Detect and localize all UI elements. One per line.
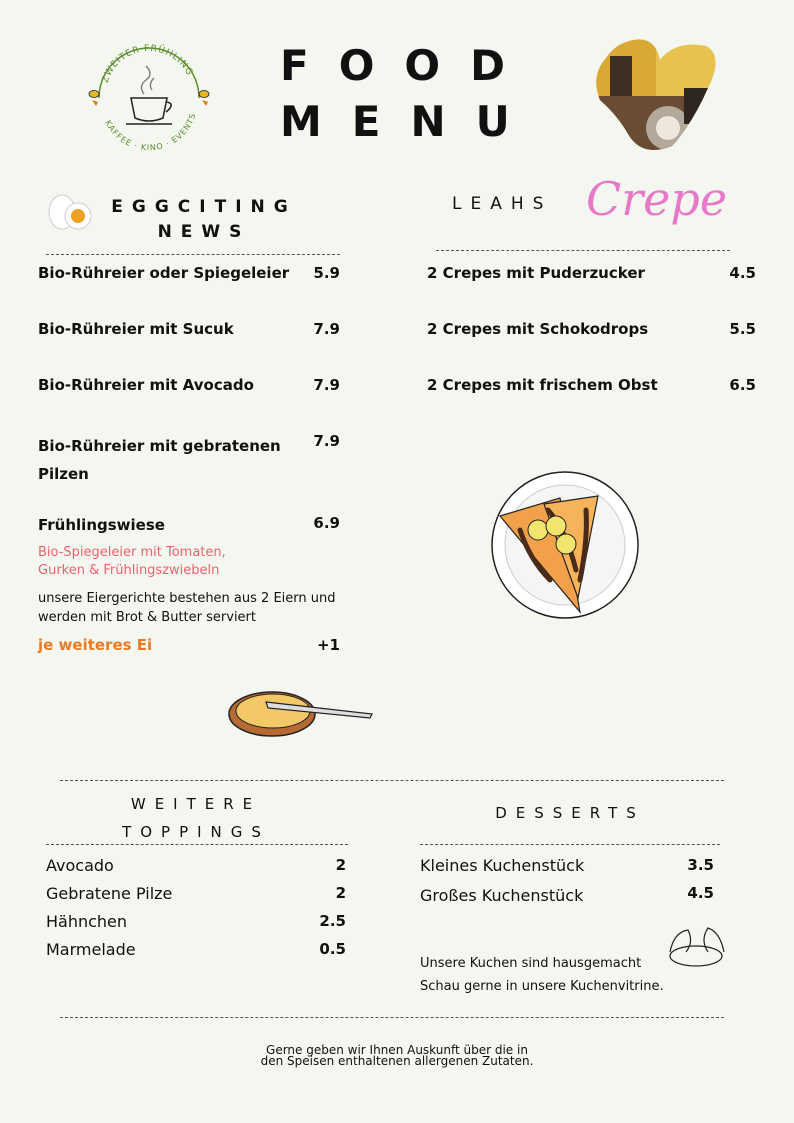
topping-item-price: 2 — [335, 884, 346, 902]
topping-item-name: Marmelade — [46, 940, 136, 959]
topping-item-name: Gebratene Pilze — [46, 884, 173, 903]
egg-item-name: Bio-Rühreier oder Spiegeleier — [38, 264, 290, 282]
extra-egg-name: je weiteres Ei — [38, 636, 153, 654]
baking-hands-icon — [664, 922, 730, 974]
divider — [436, 250, 730, 251]
title-line-menu: MENU — [280, 97, 540, 146]
egg-icon — [44, 190, 96, 238]
divider — [46, 254, 340, 255]
dessert-item-name: Großes Kuchenstück — [420, 886, 584, 905]
eggs-title-line1: EGGCITING — [111, 197, 297, 217]
eggs-note-line2: werden mit Brot & Butter serviert — [38, 610, 256, 625]
egg-item-price: 7.9 — [313, 432, 340, 450]
eggs-title-line2: NEWS — [157, 222, 251, 242]
egg-item-name-line1: Bio-Rühreier mit gebratenen — [38, 437, 281, 455]
divider — [60, 1017, 724, 1018]
egg-item-name: Bio-Rühreier mit Sucuk — [38, 320, 234, 338]
divider — [420, 844, 720, 845]
topping-item-name: Hähnchen — [46, 912, 128, 931]
egg-item-name: Bio-Rühreier mit Avocado — [38, 376, 254, 394]
logo-arc-top: ZWEITER FRÜHLING — [100, 43, 195, 85]
egg-item-name — [38, 432, 281, 488]
eggs-note — [38, 589, 335, 627]
egg-item-description — [38, 544, 226, 580]
logo-arc-bottom: KAFFEE · KINO · EVENTS — [103, 111, 198, 153]
topping-item-price: 0.5 — [319, 940, 346, 958]
toppings-title-line1: WEITERE — [130, 795, 262, 813]
egg-item-price: 5.9 — [313, 264, 340, 282]
egg-item-desc-line1: Bio-Spiegeleier mit Tomaten, — [38, 545, 226, 560]
dessert-item-price: 4.5 — [687, 884, 714, 902]
dessert-item-price: 3.5 — [687, 856, 714, 874]
crepe-item-price: 4.5 — [729, 264, 756, 282]
logo — [84, 28, 214, 158]
crepe-item-name: 2 Crepes mit frischem Obst — [427, 376, 658, 394]
desserts-note — [420, 952, 664, 998]
extra-egg-price: +1 — [316, 636, 340, 654]
cafe-photo — [596, 36, 724, 154]
footer-line1: Gerne geben wir Ihnen Auskunft über die in — [266, 1043, 528, 1057]
egg-item-price: 7.9 — [313, 376, 340, 394]
topping-item-name: Avocado — [46, 856, 114, 875]
dessert-item-name: Kleines Kuchenstück — [420, 856, 585, 875]
egg-item-name: Frühlingswiese — [38, 516, 165, 534]
logo-badge — [84, 28, 214, 158]
toppings-title-line2: TOPPINGS — [122, 823, 270, 841]
allergen-footer — [200, 1045, 594, 1067]
crepe-item-price: 5.5 — [729, 320, 756, 338]
crepe-plate-illustration — [490, 470, 640, 624]
desserts-note-line2: Schau gerne in unsere Kuchenvitrine. — [420, 979, 664, 994]
egg-item-price: 7.9 — [313, 320, 340, 338]
footer-line2: den Speisen enthaltenen allergenen Zutaten. — [260, 1054, 534, 1068]
topping-item-price: 2.5 — [319, 912, 346, 930]
crepe-item-name: 2 Crepes mit Puderzucker — [427, 264, 645, 282]
desserts-note-line1: Unsere Kuchen sind hausgemacht — [420, 956, 642, 971]
svg-text:KAFFEE · KINO · EVENTS — [103, 112, 197, 153]
divider — [60, 780, 724, 781]
crepes-title-script: Crepe — [586, 172, 728, 226]
egg-item-name-line2: Pilzen — [38, 465, 89, 483]
eggs-note-line1: unsere Eiergerichte bestehen aus 2 Eiern und — [38, 591, 336, 606]
egg-item-desc-line2: Gurken & Frühlingszwiebeln — [38, 563, 220, 578]
bread-butter-illustration — [226, 682, 376, 744]
topping-item-price: 2 — [335, 856, 346, 874]
menu-title — [280, 38, 540, 150]
crepes-title-prefix: LEAHS — [452, 194, 553, 214]
title-line-food: FOOD — [280, 41, 535, 90]
divider — [46, 844, 348, 845]
egg-item-price: 6.9 — [313, 514, 340, 532]
crepe-item-name: 2 Crepes mit Schokodrops — [427, 320, 649, 338]
desserts-section-title: DESSERTS — [495, 804, 645, 822]
eggs-section-title — [104, 195, 304, 245]
crepe-item-price: 6.5 — [729, 376, 756, 394]
toppings-section-title — [46, 790, 346, 846]
